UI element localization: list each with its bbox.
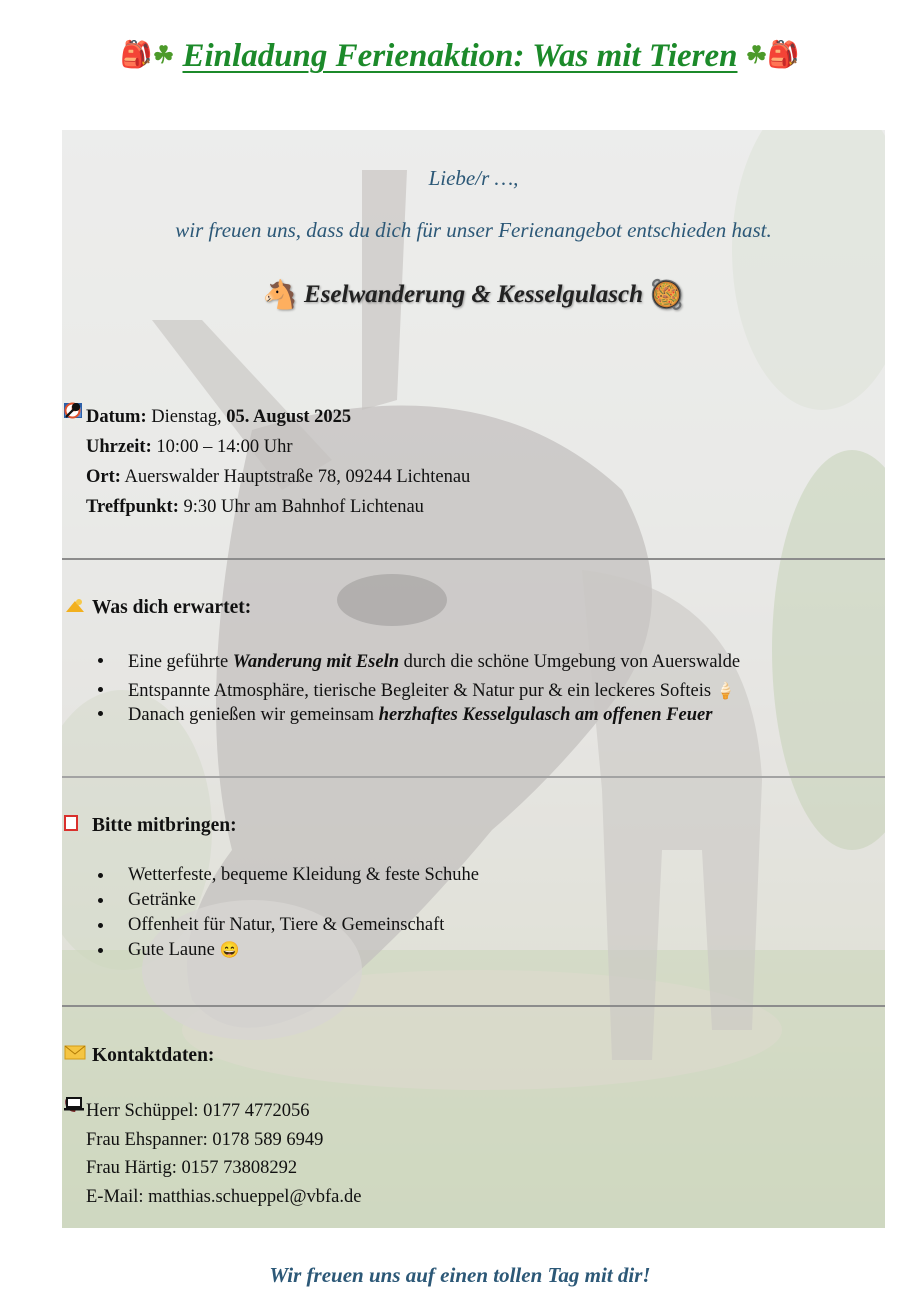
place-value: Auerswalder Hauptstraße 78, 09244 Lichtenau [124, 467, 471, 487]
donkey-icon: 🐴 [262, 280, 298, 311]
expect-item-3-start: Danach genießen wir gemeinsam [128, 705, 375, 725]
contact-heading [64, 1045, 214, 1067]
bring-item: Offenheit für Natur, Tiere & Gemeinschaft [128, 915, 445, 935]
section-divider [62, 776, 885, 778]
date-prefix: Dienstag, [151, 407, 222, 427]
expect-item-1-end: durch die schöne Umgebung von Auerswalde [403, 652, 741, 672]
invitation-content [62, 130, 885, 1228]
bring-list [62, 863, 479, 963]
leaf-icon: ☘ [745, 43, 768, 69]
contact-heading-text: Kontaktdaten: [92, 1045, 215, 1066]
expect-item-3-highlight: herzhaftes Kesselgulasch am offenen Feuer [378, 705, 713, 725]
greeting-text: wir freuen uns, dass du dich für unser Ferienangebot entschieden hast. [175, 218, 772, 242]
contact-person-2: Frau Ehspanner: 0178 589 6949 [86, 1129, 324, 1150]
expect-item-1-highlight: Wanderung mit Eseln [232, 652, 399, 672]
list-item [62, 938, 479, 963]
title-text: Einladung Ferienaktion: Was mit Tieren [182, 38, 738, 74]
closing-line: Wir freuen uns auf einen tollen Tag mit dir! [269, 1263, 651, 1287]
bring-item: Getränke [128, 890, 196, 910]
contact-row [64, 1097, 361, 1126]
smile-icon: 😄 [219, 942, 240, 959]
bring-item: Gute Laune [128, 940, 215, 960]
bring-heading [64, 815, 237, 837]
donkey-photo-background [62, 130, 885, 1228]
place-label: Ort: [86, 467, 121, 487]
meeting-point-row [64, 492, 470, 522]
list-item [62, 648, 740, 677]
document-title [0, 38, 920, 75]
time-value: 10:00 – 14:00 Uhr [156, 437, 293, 457]
list-item [62, 913, 479, 938]
contact-row [64, 1183, 361, 1212]
place-row [64, 462, 470, 492]
date-value: 05. August 2025 [226, 407, 352, 427]
activity-title [62, 278, 885, 312]
contact-person-3: Frau Härtig: 0157 73808292 [86, 1158, 298, 1178]
activity-text: Eselwanderung & Kesselgulasch [304, 281, 643, 308]
date-row [64, 402, 470, 432]
list-item [62, 888, 479, 913]
expect-heading [64, 597, 251, 619]
expect-item-2: Entspannte Atmosphäre, tierische Begleiter & Natur pur & ein leckeres Softeis [128, 681, 712, 701]
date-label: Datum: [86, 407, 147, 427]
ice-cream-icon: 🍦 [715, 683, 736, 700]
list-item [62, 701, 740, 730]
meeting-point-value: 9:30 Uhr am Bahnhof Lichtenau [183, 497, 424, 517]
goulash-pot-icon: 🥘 [649, 280, 685, 311]
meeting-point-label: Treffpunkt: [86, 497, 179, 517]
leaf-icon: ☘ [152, 43, 175, 69]
expect-item-1-start: Eine geführte [128, 652, 229, 672]
section-divider [62, 1005, 885, 1007]
contact-email: E-Mail: matthias.schueppel@vbfa.de [86, 1186, 362, 1207]
backpack-icon: 🎒 [767, 40, 800, 69]
expect-list [62, 648, 740, 730]
list-item [62, 863, 479, 888]
contact-row [64, 1126, 361, 1155]
time-row [64, 432, 470, 462]
bring-item: Wetterfeste, bequeme Kleidung & feste Schuhe [128, 865, 479, 885]
event-details [64, 402, 470, 522]
bring-heading-text: Bitte mitbringen: [92, 815, 237, 836]
section-divider [62, 558, 885, 560]
contact-person-1: Herr Schüppel: 0177 4772056 [86, 1101, 310, 1121]
contact-list [64, 1097, 361, 1211]
contact-row [64, 1154, 361, 1183]
expect-heading-text: Was dich erwartet: [92, 597, 252, 618]
backpack-icon: 🎒 [120, 40, 153, 69]
greeting-line: Liebe/r …, [428, 166, 519, 190]
time-label: Uhrzeit: [86, 437, 152, 457]
